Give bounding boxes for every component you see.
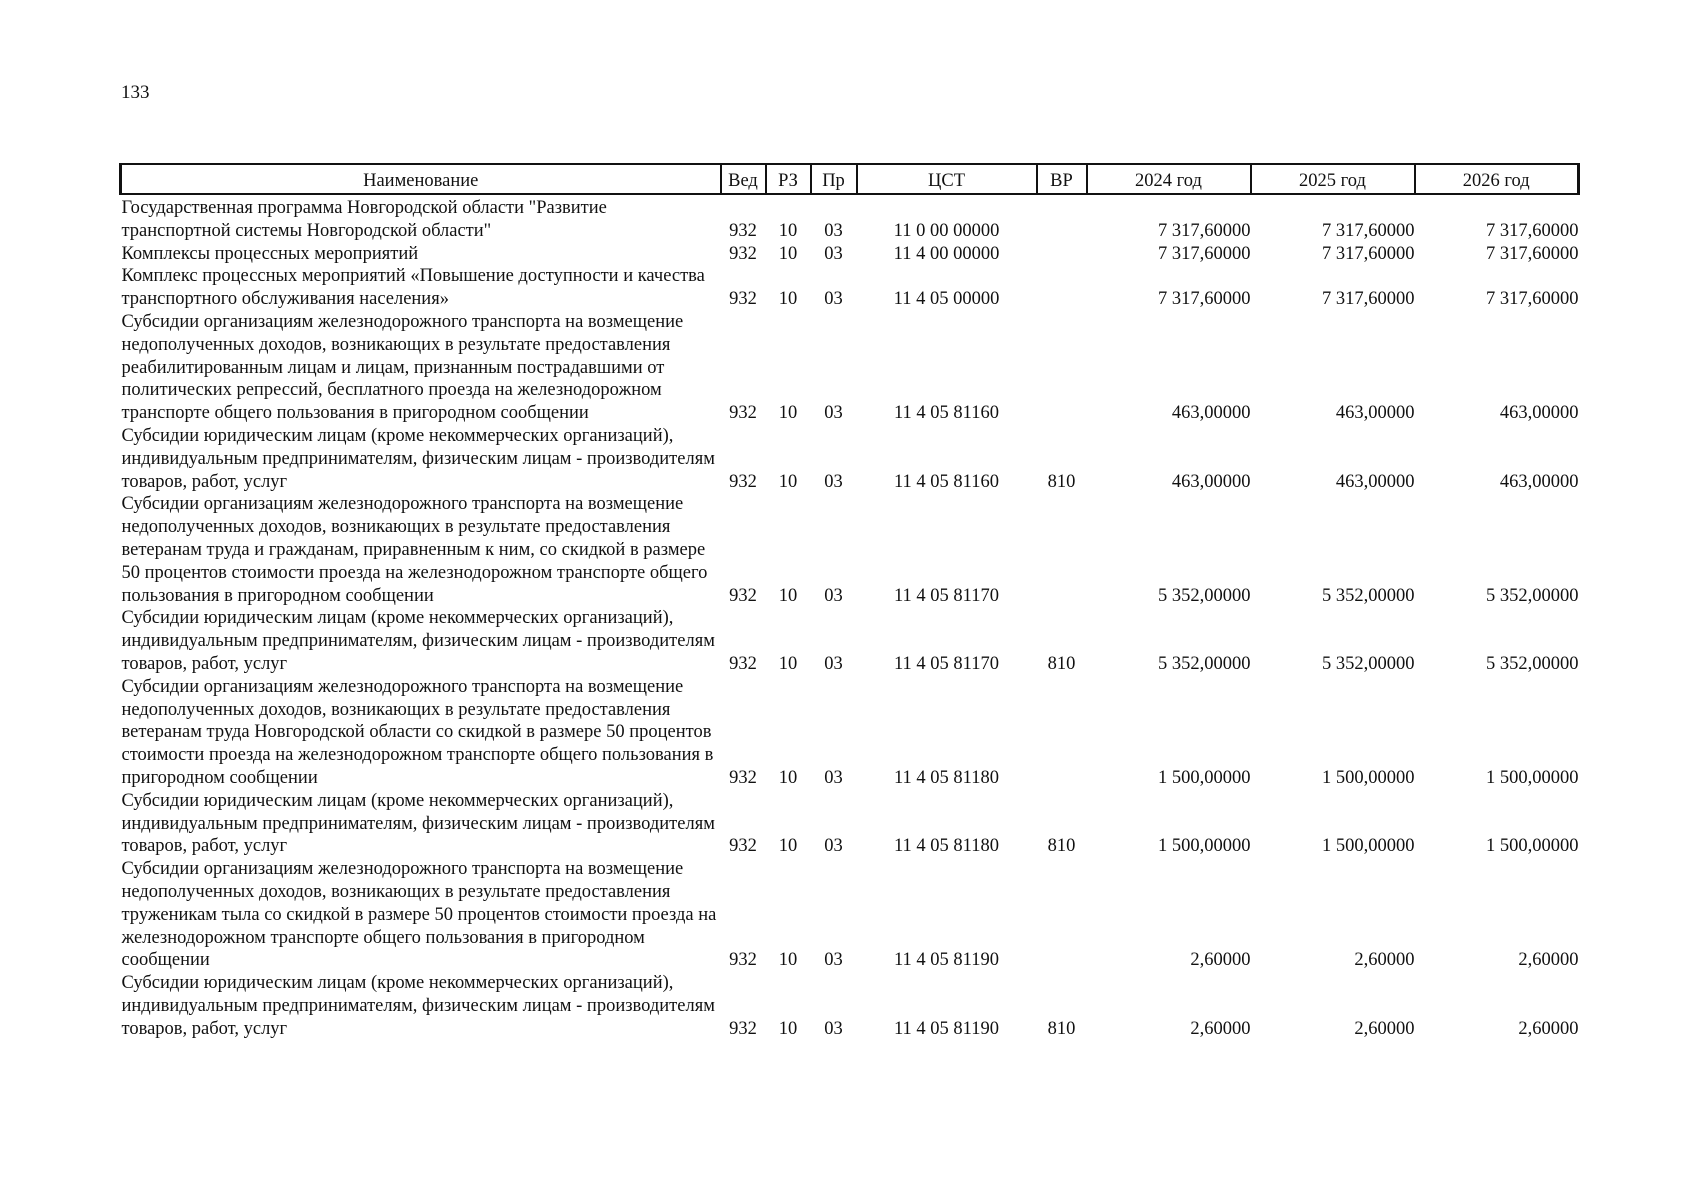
row-vr — [1037, 493, 1087, 607]
row-name: Субсидии юридическим лицам (кроме некоммерческих организаций), индивидуальным предпринимателям, физическим лицам - производителям товаров, работ, услуг — [121, 608, 715, 674]
budget-table — [119, 163, 1580, 1040]
row-pr: 03 — [824, 403, 843, 424]
row-2024: 7 317,60000 — [1158, 289, 1251, 310]
table-row — [121, 607, 1579, 675]
row-pr: 03 — [824, 289, 843, 310]
table-row — [121, 972, 1579, 1040]
row-vr — [1037, 311, 1087, 425]
row-pr: 03 — [824, 1018, 843, 1039]
row-rz: 10 — [778, 1018, 798, 1039]
header-2025: 2025 год — [1251, 164, 1415, 194]
header-cst: ЦСТ — [857, 164, 1037, 194]
row-ved: 932 — [729, 585, 757, 606]
row-2025: 7 317,60000 — [1322, 243, 1415, 264]
row-2025: 2,60000 — [1354, 1018, 1415, 1039]
row-name: Комплексы процессных мероприятий — [121, 243, 419, 264]
row-ved: 932 — [729, 243, 757, 264]
row-2025: 5 352,00000 — [1322, 585, 1415, 606]
row-2025: 1 500,00000 — [1322, 767, 1415, 788]
row-2024: 2,60000 — [1190, 950, 1251, 971]
row-2024: 7 317,60000 — [1158, 243, 1251, 264]
row-2024: 463,00000 — [1171, 471, 1251, 492]
row-vr — [1037, 858, 1087, 972]
row-ved: 932 — [729, 1018, 757, 1039]
row-vr — [1037, 194, 1087, 243]
row-rz: 10 — [778, 471, 798, 492]
table-row — [121, 493, 1579, 607]
row-2024: 1 500,00000 — [1158, 767, 1251, 788]
row-rz: 10 — [778, 220, 798, 241]
row-ved: 932 — [729, 836, 757, 857]
row-2026: 5 352,00000 — [1486, 653, 1579, 674]
row-rz: 10 — [778, 950, 798, 971]
row-pr: 03 — [824, 836, 843, 857]
row-pr: 03 — [824, 950, 843, 971]
row-cst: 11 4 05 81180 — [893, 836, 999, 857]
row-name: Субсидии юридическим лицам (кроме некоммерческих организаций), индивидуальным предпринимателям, физическим лицам - производителям товаров, работ, услуг — [121, 425, 715, 492]
row-2026: 463,00000 — [1499, 403, 1579, 424]
row-2025: 463,00000 — [1335, 403, 1415, 424]
row-vr: 810 — [1047, 653, 1076, 674]
row-pr: 03 — [824, 471, 843, 492]
row-rz: 10 — [778, 403, 798, 424]
row-2025: 1 500,00000 — [1322, 836, 1415, 857]
row-pr: 03 — [824, 220, 843, 241]
header-2026: 2026 год — [1415, 164, 1579, 194]
row-cst: 11 4 05 00000 — [893, 289, 1000, 310]
header-name: Наименование — [121, 164, 721, 194]
row-2024: 5 352,00000 — [1158, 653, 1251, 674]
row-vr: 810 — [1047, 1018, 1076, 1039]
header-rz: РЗ — [766, 164, 811, 194]
row-2026: 7 317,60000 — [1486, 220, 1579, 241]
table-body — [121, 194, 1579, 1040]
row-name: Государственная программа Новгородской области "Развитие транспортной системы Новгородской области" — [121, 198, 607, 241]
row-name: Субсидии организациям железнодорожного транспорта на возмещение недополученных доходов, возникающих в результате предоставления труженикам тыла со скидкой в размере 50 процентов стоимости проезда на железнодорожном транспорте общего пользования в пригородном сообщении — [121, 859, 717, 971]
row-name: Субсидии организациям железнодорожного транспорта на возмещение недополученных доходов, возникающих в результате предоставления ветеранам труда и гражданам, приравненным к ним, со скидкой в размере 50 процентов стоимости проезда на железнодорожном транспорте общего пользования в пригородном сообщении — [121, 494, 708, 606]
table-row — [121, 265, 1579, 311]
table-row — [121, 790, 1579, 858]
row-cst: 11 4 05 81160 — [893, 403, 999, 424]
row-pr: 03 — [824, 243, 843, 264]
row-vr: 810 — [1047, 836, 1076, 857]
row-vr — [1037, 243, 1087, 266]
row-ved: 932 — [729, 653, 757, 674]
row-2025: 7 317,60000 — [1322, 220, 1415, 241]
row-2024: 2,60000 — [1190, 1018, 1251, 1039]
header-ved: Вед — [721, 164, 766, 194]
row-name: Комплекс процессных мероприятий «Повышение доступности и качества транспортного обслуживания населения» — [121, 266, 705, 310]
row-rz: 10 — [778, 585, 798, 606]
table-row — [121, 243, 1579, 266]
row-2024: 1 500,00000 — [1158, 836, 1251, 857]
row-name: Субсидии организациям железнодорожного транспорта на возмещение недополученных доходов, возникающих в результате предоставления реабилитированным лицам и лицам, признанным пострадавшими от политических репрессий, бесплатного проезда на железнодорожном транспорте общего пользования в пригородном сообщении — [121, 311, 684, 424]
row-cst: 11 4 05 81170 — [893, 585, 999, 606]
row-2025: 2,60000 — [1354, 950, 1415, 971]
row-2025: 7 317,60000 — [1322, 289, 1415, 310]
page-number: 133 — [121, 82, 150, 103]
header-vr: ВР — [1037, 164, 1087, 194]
row-pr: 03 — [824, 585, 843, 606]
row-2026: 463,00000 — [1499, 471, 1579, 492]
row-vr: 810 — [1047, 471, 1076, 492]
row-2026: 5 352,00000 — [1486, 585, 1579, 606]
row-2025: 463,00000 — [1335, 471, 1415, 492]
row-cst: 11 4 05 81190 — [893, 1018, 999, 1039]
header-pr: Пр — [811, 164, 857, 194]
row-name: Субсидии юридическим лицам (кроме некоммерческих организаций), индивидуальным предпринимателям, физическим лицам - производителям товаров, работ, услуг — [121, 790, 715, 857]
row-rz: 10 — [778, 289, 798, 310]
row-cst: 11 4 05 81190 — [893, 950, 999, 971]
row-cst: 11 4 05 81170 — [893, 653, 999, 674]
row-2026: 7 317,60000 — [1486, 243, 1579, 264]
row-rz: 10 — [778, 243, 798, 264]
row-2024: 7 317,60000 — [1158, 220, 1251, 241]
row-name: Субсидии организациям железнодорожного транспорта на возмещение недополученных доходов, возникающих в результате предоставления ветеранам труда Новгородской области со скидкой в размере 50 процентов стоимости проезда на железнодорожном транспорте общего пользования в пригородном сообщении — [121, 676, 714, 788]
row-ved: 932 — [729, 403, 757, 424]
table-header — [121, 164, 1579, 194]
table-row — [121, 311, 1579, 425]
row-pr: 03 — [824, 653, 843, 674]
row-cst: 11 4 05 81180 — [893, 767, 999, 788]
row-rz: 10 — [778, 836, 798, 857]
row-ved: 932 — [729, 471, 757, 492]
row-2026: 2,60000 — [1518, 1018, 1579, 1039]
row-pr: 03 — [824, 767, 843, 788]
row-2026: 1 500,00000 — [1486, 767, 1579, 788]
row-cst: 11 4 05 81160 — [893, 471, 999, 492]
row-name: Субсидии юридическим лицам (кроме некоммерческих организаций), индивидуальным предпринимателям, физическим лицам - производителям товаров, работ, услуг — [121, 973, 715, 1039]
header-2024: 2024 год — [1087, 164, 1251, 194]
row-2026: 7 317,60000 — [1486, 289, 1579, 310]
row-vr — [1037, 676, 1087, 790]
row-2024: 463,00000 — [1171, 403, 1251, 424]
row-vr — [1037, 265, 1087, 311]
row-cst: 11 4 00 00000 — [893, 243, 1000, 264]
row-ved: 932 — [729, 767, 757, 788]
table-row — [121, 425, 1579, 493]
row-ved: 932 — [729, 289, 757, 310]
table-row — [121, 676, 1579, 790]
row-2026: 2,60000 — [1518, 950, 1579, 971]
row-cst: 11 0 00 00000 — [893, 220, 1000, 241]
row-rz: 10 — [778, 767, 798, 788]
row-2025: 5 352,00000 — [1322, 653, 1415, 674]
row-2026: 1 500,00000 — [1486, 836, 1579, 857]
row-rz: 10 — [778, 653, 798, 674]
row-ved: 932 — [729, 220, 757, 241]
row-ved: 932 — [729, 950, 757, 971]
table-row — [121, 858, 1579, 972]
row-2024: 5 352,00000 — [1158, 585, 1251, 606]
table-row — [121, 194, 1579, 243]
